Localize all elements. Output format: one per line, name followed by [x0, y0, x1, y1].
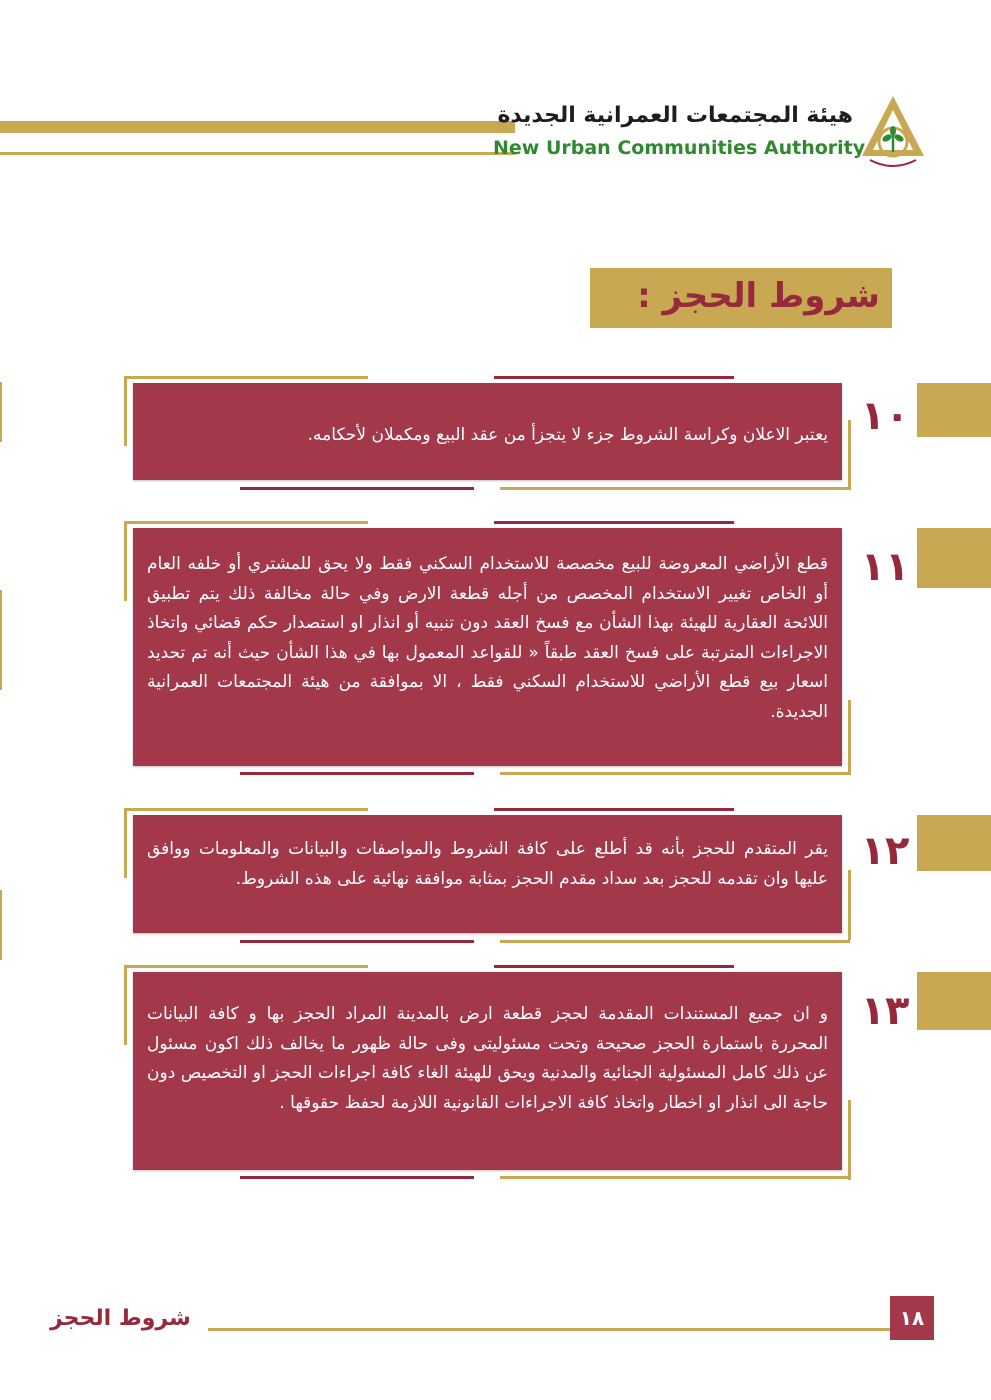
frame-line	[494, 376, 734, 379]
condition-panel	[133, 815, 842, 933]
frame-line	[124, 376, 127, 446]
edge-mark	[0, 890, 2, 960]
frame-line	[848, 700, 851, 775]
frame-line	[848, 420, 851, 490]
condition-number: ١١	[860, 544, 910, 590]
condition-number: ١٠	[860, 393, 910, 439]
frame-line	[848, 870, 851, 940]
frame-line	[494, 965, 734, 968]
frame-line	[124, 965, 368, 968]
frame-line	[848, 1100, 851, 1180]
frame-line	[124, 521, 368, 524]
frame-line	[240, 772, 474, 775]
nuca-logo-icon	[858, 94, 928, 174]
page-number: ١٨	[890, 1296, 934, 1340]
frame-line	[240, 487, 474, 490]
frame-line	[240, 1176, 474, 1179]
frame-line	[240, 940, 474, 943]
section-title: شروط الحجز :	[637, 276, 880, 316]
condition-text: و ان جميع المستندات المقدمة لحجز قطعة ارض بالمدينة المراد الحجز بها و كافة البيانات المحررة باستمارة الحجز صحيحة وتحت مسئوليتى وفى حالة ظهور ما يخالف ذلك اكون مسئول عن ذلك كامل المسئولية الجنائية والمدنية ويحق للهيئة الغاء كافة اجراءات الحجز او التخصيص دون حاجة الى انذار او اخطار واتخاذ كافة الاجراءات القانونية اللازمة لحفظ حقوقها .	[147, 1004, 828, 1113]
condition-panel	[133, 383, 842, 480]
condition-text: قطع الأراضي المعروضة للبيع مخصصة للاستخدام السكني فقط ولا يحق للمشتري أو خلفه العام أو الخاص تغيير الاستخدام المخصص من أجله قطعة الارض وفي حالة مخالفة ذلك يتم تطبيق اللائحة العقارية للهيئة بهذا الشأن مع فسخ العقد دون تنبيه أو انذار او استصدار حكم قضائي واتخاذ الاجراءات المترتبة على فسخ العقد طبقاً « للقواعد المعمول بها في هذا الشأن حيث أنه تم تحديد اسعار بيع قطع الأراضي للاستخدام السكني فقط ، الا بموافقة من هيئة المجتمعات العمرانية الجديدة.	[147, 554, 828, 722]
frame-line	[124, 521, 127, 601]
condition-panel	[133, 528, 842, 766]
number-tab	[917, 383, 991, 437]
number-tab	[917, 972, 991, 1030]
condition-panel	[133, 972, 842, 1170]
number-tab	[917, 528, 991, 588]
frame-line	[124, 376, 368, 379]
edge-mark	[0, 382, 2, 442]
section-title-box	[590, 268, 892, 328]
frame-line	[500, 772, 850, 775]
footer-rule	[208, 1328, 890, 1331]
edge-mark	[0, 590, 2, 690]
frame-line	[500, 1176, 850, 1179]
number-tab	[917, 815, 991, 871]
frame-line	[500, 487, 850, 490]
header-rule-thick	[0, 121, 515, 133]
header-rule-thin	[0, 152, 515, 155]
frame-line	[124, 965, 127, 1045]
condition-number: ١٣	[860, 988, 910, 1034]
frame-line	[124, 808, 368, 811]
frame-line	[494, 808, 734, 811]
authority-name-english: New Urban Communities Authority	[493, 137, 866, 159]
frame-line	[500, 940, 850, 943]
condition-number: ١٢	[860, 828, 910, 874]
footer-section-name: شروط الحجز	[50, 1306, 191, 1331]
frame-line	[124, 808, 127, 878]
condition-text: يعتبر الاعلان وكراسة الشروط جزء لا يتجزأ من عقد البيع ومكملان لأحكامه.	[307, 425, 828, 445]
frame-line	[494, 521, 734, 524]
authority-name-arabic: هيئة المجتمعات العمرانية الجديدة	[497, 103, 853, 128]
condition-text: يقر المتقدم للحجز بأنه قد أطلع على كافة الشروط والمواصفات والبيانات والمعلومات ووافق عليها وان تقدمه للحجز بعد سداد مقدم الحجز بمثابة موافقة نهائية على هذه الشروط.	[147, 839, 828, 889]
